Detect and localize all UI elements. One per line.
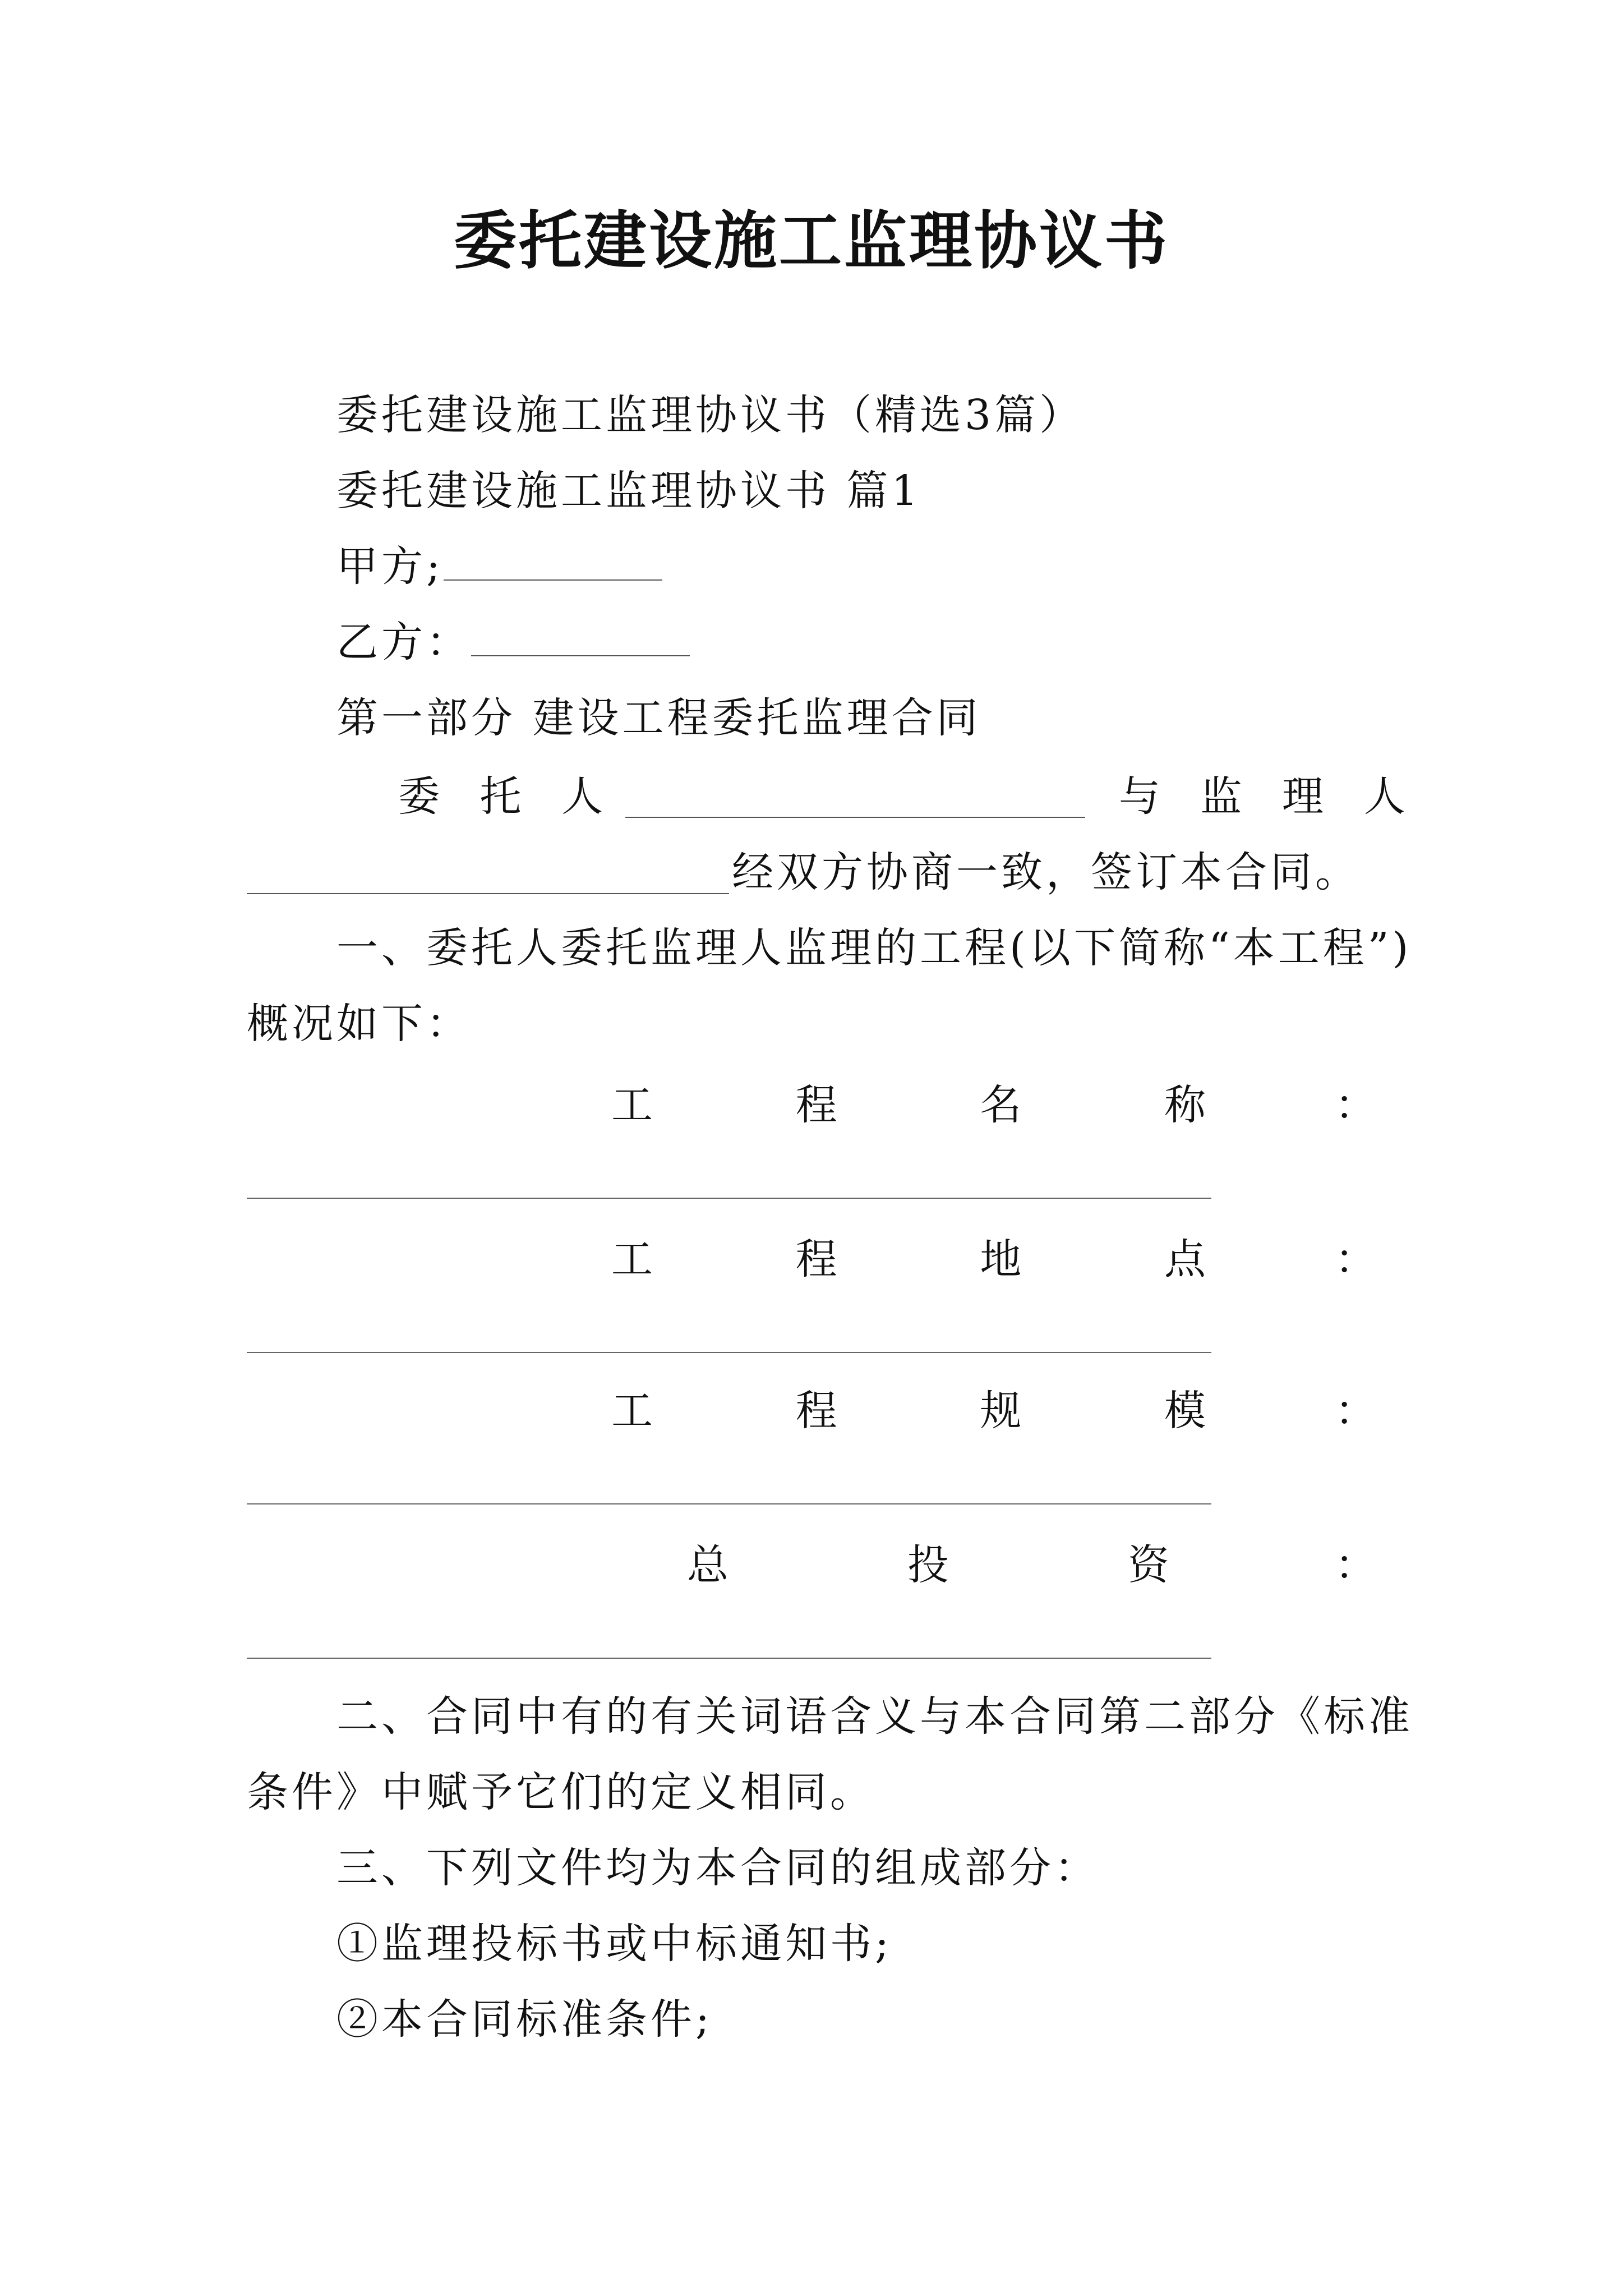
clause-two-line2: 条件》中赋予它们的定义相同。 — [247, 1768, 875, 1816]
document-title: 委托建设施工监理协议书 — [454, 204, 1169, 278]
clause-one-line2: 概况如下： — [247, 1000, 471, 1048]
section-heading: 委托建设施工监理协议书 篇1 — [336, 467, 921, 515]
project-location-field — [611, 1231, 1206, 1287]
party-a-blank — [444, 577, 662, 581]
field-char: 名 — [980, 1081, 1022, 1129]
field-char: 工 — [611, 1387, 653, 1435]
field-char: 投 — [907, 1541, 949, 1589]
party-a-line — [336, 539, 662, 595]
field-char: 程 — [795, 1081, 837, 1129]
client-label: 委 托 人 — [398, 772, 617, 821]
project-scale-blank — [247, 1503, 1211, 1504]
field-char: 地 — [980, 1235, 1022, 1283]
field-char: 工 — [611, 1081, 653, 1129]
field-char: 规 — [980, 1387, 1022, 1435]
with-supervisor-label: 与 监 理 人 — [1119, 772, 1419, 821]
project-location-colon: ： — [1335, 1235, 1376, 1283]
field-char: 程 — [795, 1235, 837, 1283]
subtitle: 委托建设施工监理协议书（精选3篇） — [336, 391, 1085, 439]
part-one-heading: 第一部分 建设工程委托监理合同 — [336, 694, 981, 742]
field-char: 程 — [795, 1387, 837, 1435]
total-investment-blank — [247, 1658, 1211, 1659]
client-blank — [625, 815, 1085, 818]
field-char: 称 — [1164, 1081, 1206, 1129]
total-investment-field — [687, 1537, 1169, 1593]
party-b-blank — [471, 653, 690, 656]
party-b-line — [336, 614, 690, 670]
project-scale-colon: ： — [1335, 1387, 1376, 1435]
clause-two-line1: 二、合同中有的有关词语含义与本合同第二部分《标准 — [336, 1692, 1413, 1741]
item-one: ①监理投标书或中标通知书; — [336, 1920, 892, 1968]
clause-one-line1: 一、委托人委托监理人监理的工程(以下简称“本工程”) — [336, 924, 1412, 972]
project-name-colon: ： — [1335, 1081, 1376, 1129]
clause-three: 三、下列文件均为本合同的组成部分： — [336, 1844, 1099, 1892]
field-char: 模 — [1164, 1387, 1206, 1435]
agreement-sentence: 经双方协商一致，签订本合同。 — [732, 848, 1360, 896]
field-char: 总 — [687, 1541, 728, 1589]
item-two: ②本合同标准条件; — [336, 1995, 713, 2044]
project-name-blank — [247, 1198, 1211, 1199]
party-a-label: 甲方; — [336, 542, 444, 591]
field-char: 资 — [1128, 1541, 1169, 1589]
field-char: 工 — [611, 1235, 653, 1283]
project-scale-field — [611, 1383, 1206, 1439]
project-location-blank — [247, 1352, 1211, 1353]
project-name-field — [611, 1077, 1206, 1133]
field-char: 点 — [1164, 1235, 1206, 1283]
supervisor-blank — [247, 891, 729, 894]
party-b-label: 乙方： — [336, 618, 471, 666]
total-investment-colon: ： — [1335, 1541, 1376, 1589]
